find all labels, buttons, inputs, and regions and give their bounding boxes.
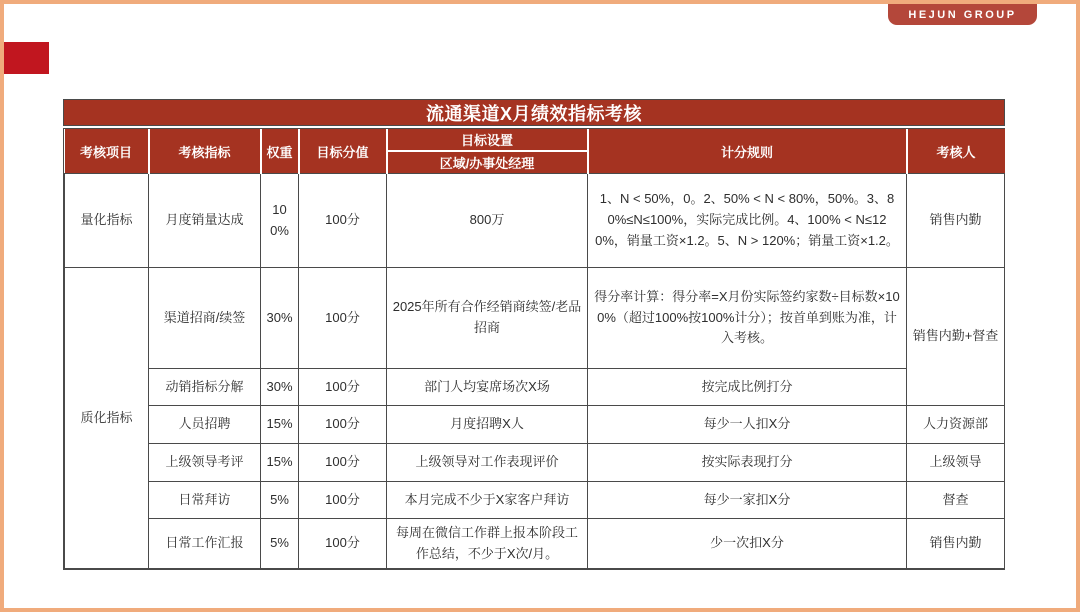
- assessment-table-area: [63, 99, 1005, 570]
- cell-examiner: 人力资源部: [907, 406, 1005, 444]
- table-row-sales-breakdown: [65, 369, 1005, 406]
- cell-target: 部门人均宴席场次X场: [387, 369, 588, 406]
- cell-weight: 100%: [261, 174, 299, 268]
- cell-score: 100分: [299, 369, 387, 406]
- hejun-group-logo-badge: [888, 4, 1037, 25]
- table-row-channel-signing: [65, 268, 1005, 369]
- cell-indicator: 月度销量达成: [149, 174, 261, 268]
- cell-target: 本月完成不少于X家客户拜访: [387, 482, 588, 519]
- cell-score: 100分: [299, 174, 387, 268]
- cell-examiner: 上级领导: [907, 444, 1005, 482]
- cell-indicator: 动销指标分解: [149, 369, 261, 406]
- cell-target: 月度招聘X人: [387, 406, 588, 444]
- cell-weight: 5%: [261, 482, 299, 519]
- cell-target: 2025年所有合作经销商续签/老品招商: [387, 268, 588, 369]
- header-project: 考核项目: [65, 129, 149, 174]
- cell-indicator: 渠道招商/续签: [149, 268, 261, 369]
- header-examiner: 考核人: [907, 129, 1005, 174]
- assessment-table: [64, 129, 1005, 569]
- cell-rule: 按完成比例打分: [588, 369, 907, 406]
- cell-score: 100分: [299, 406, 387, 444]
- header-row-main: [65, 129, 1005, 151]
- cell-rule: 得分率计算：得分率=X月份实际签约家数÷目标数×100%（超过100%按100%计分）；按首单到账为准，计入考核。: [588, 268, 907, 369]
- header-target-score: 目标分值: [299, 129, 387, 174]
- cell-examiner-merged: 销售内勤+督查: [907, 268, 1005, 406]
- decoration-red-square: [4, 42, 49, 74]
- cell-target: 800万: [387, 174, 588, 268]
- table-body: [65, 174, 1005, 569]
- cell-indicator: 日常工作汇报: [149, 519, 261, 569]
- cell-weight: 30%: [261, 369, 299, 406]
- header-scoring-rule: 计分规则: [588, 129, 907, 174]
- header-target-setting: 目标设置: [387, 129, 588, 151]
- table-row-daily-visits: [65, 482, 1005, 519]
- cell-score: 100分: [299, 519, 387, 569]
- cell-target: 上级领导对工作表现评价: [387, 444, 588, 482]
- cell-category-quantitative: 量化指标: [65, 174, 149, 268]
- cell-category-qualitative: 质化指标: [65, 268, 149, 569]
- cell-target: 每周在微信工作群上报本阶段工作总结，不少于X次/月。: [387, 519, 588, 569]
- table-row-recruitment: [65, 406, 1005, 444]
- cell-rule: 按实际表现打分: [588, 444, 907, 482]
- table-header: [65, 129, 1005, 174]
- cell-indicator: 人员招聘: [149, 406, 261, 444]
- cell-examiner: 销售内勤: [907, 519, 1005, 569]
- cell-weight: 30%: [261, 268, 299, 369]
- table-title-bar: [63, 99, 1005, 126]
- cell-weight: 15%: [261, 444, 299, 482]
- cell-weight: 15%: [261, 406, 299, 444]
- cell-weight: 5%: [261, 519, 299, 569]
- table-row-monthly-sales: [65, 174, 1005, 268]
- cell-rule: 少一次扣X分: [588, 519, 907, 569]
- cell-examiner: 督查: [907, 482, 1005, 519]
- logo-text: HEJUN GROUP: [908, 8, 1017, 21]
- header-indicator: 考核指标: [149, 129, 261, 174]
- cell-rule: 每少一人扣X分: [588, 406, 907, 444]
- header-target-setting-sub: 区域/办事处经理: [387, 151, 588, 174]
- cell-rule: 1、N < 50%，0。2、50% < N < 80%，50%。3、80%≤N≤100%，实际完成比例。4、100% < N≤120%，销量工资×1.2。5、N > 120%；销量工资×1.2。: [588, 174, 907, 268]
- table-title: 流通渠道X月绩效指标考核: [425, 103, 642, 124]
- cell-rule: 每少一家扣X分: [588, 482, 907, 519]
- cell-indicator: 日常拜访: [149, 482, 261, 519]
- cell-score: 100分: [299, 482, 387, 519]
- cell-examiner: 销售内勤: [907, 174, 1005, 268]
- cell-score: 100分: [299, 444, 387, 482]
- table-row-leader-review: [65, 444, 1005, 482]
- assessment-table-wrap: [63, 128, 1005, 570]
- table-row-work-report: [65, 519, 1005, 569]
- header-weight: 权重: [261, 129, 299, 174]
- cell-score: 100分: [299, 268, 387, 369]
- cell-indicator: 上级领导考评: [149, 444, 261, 482]
